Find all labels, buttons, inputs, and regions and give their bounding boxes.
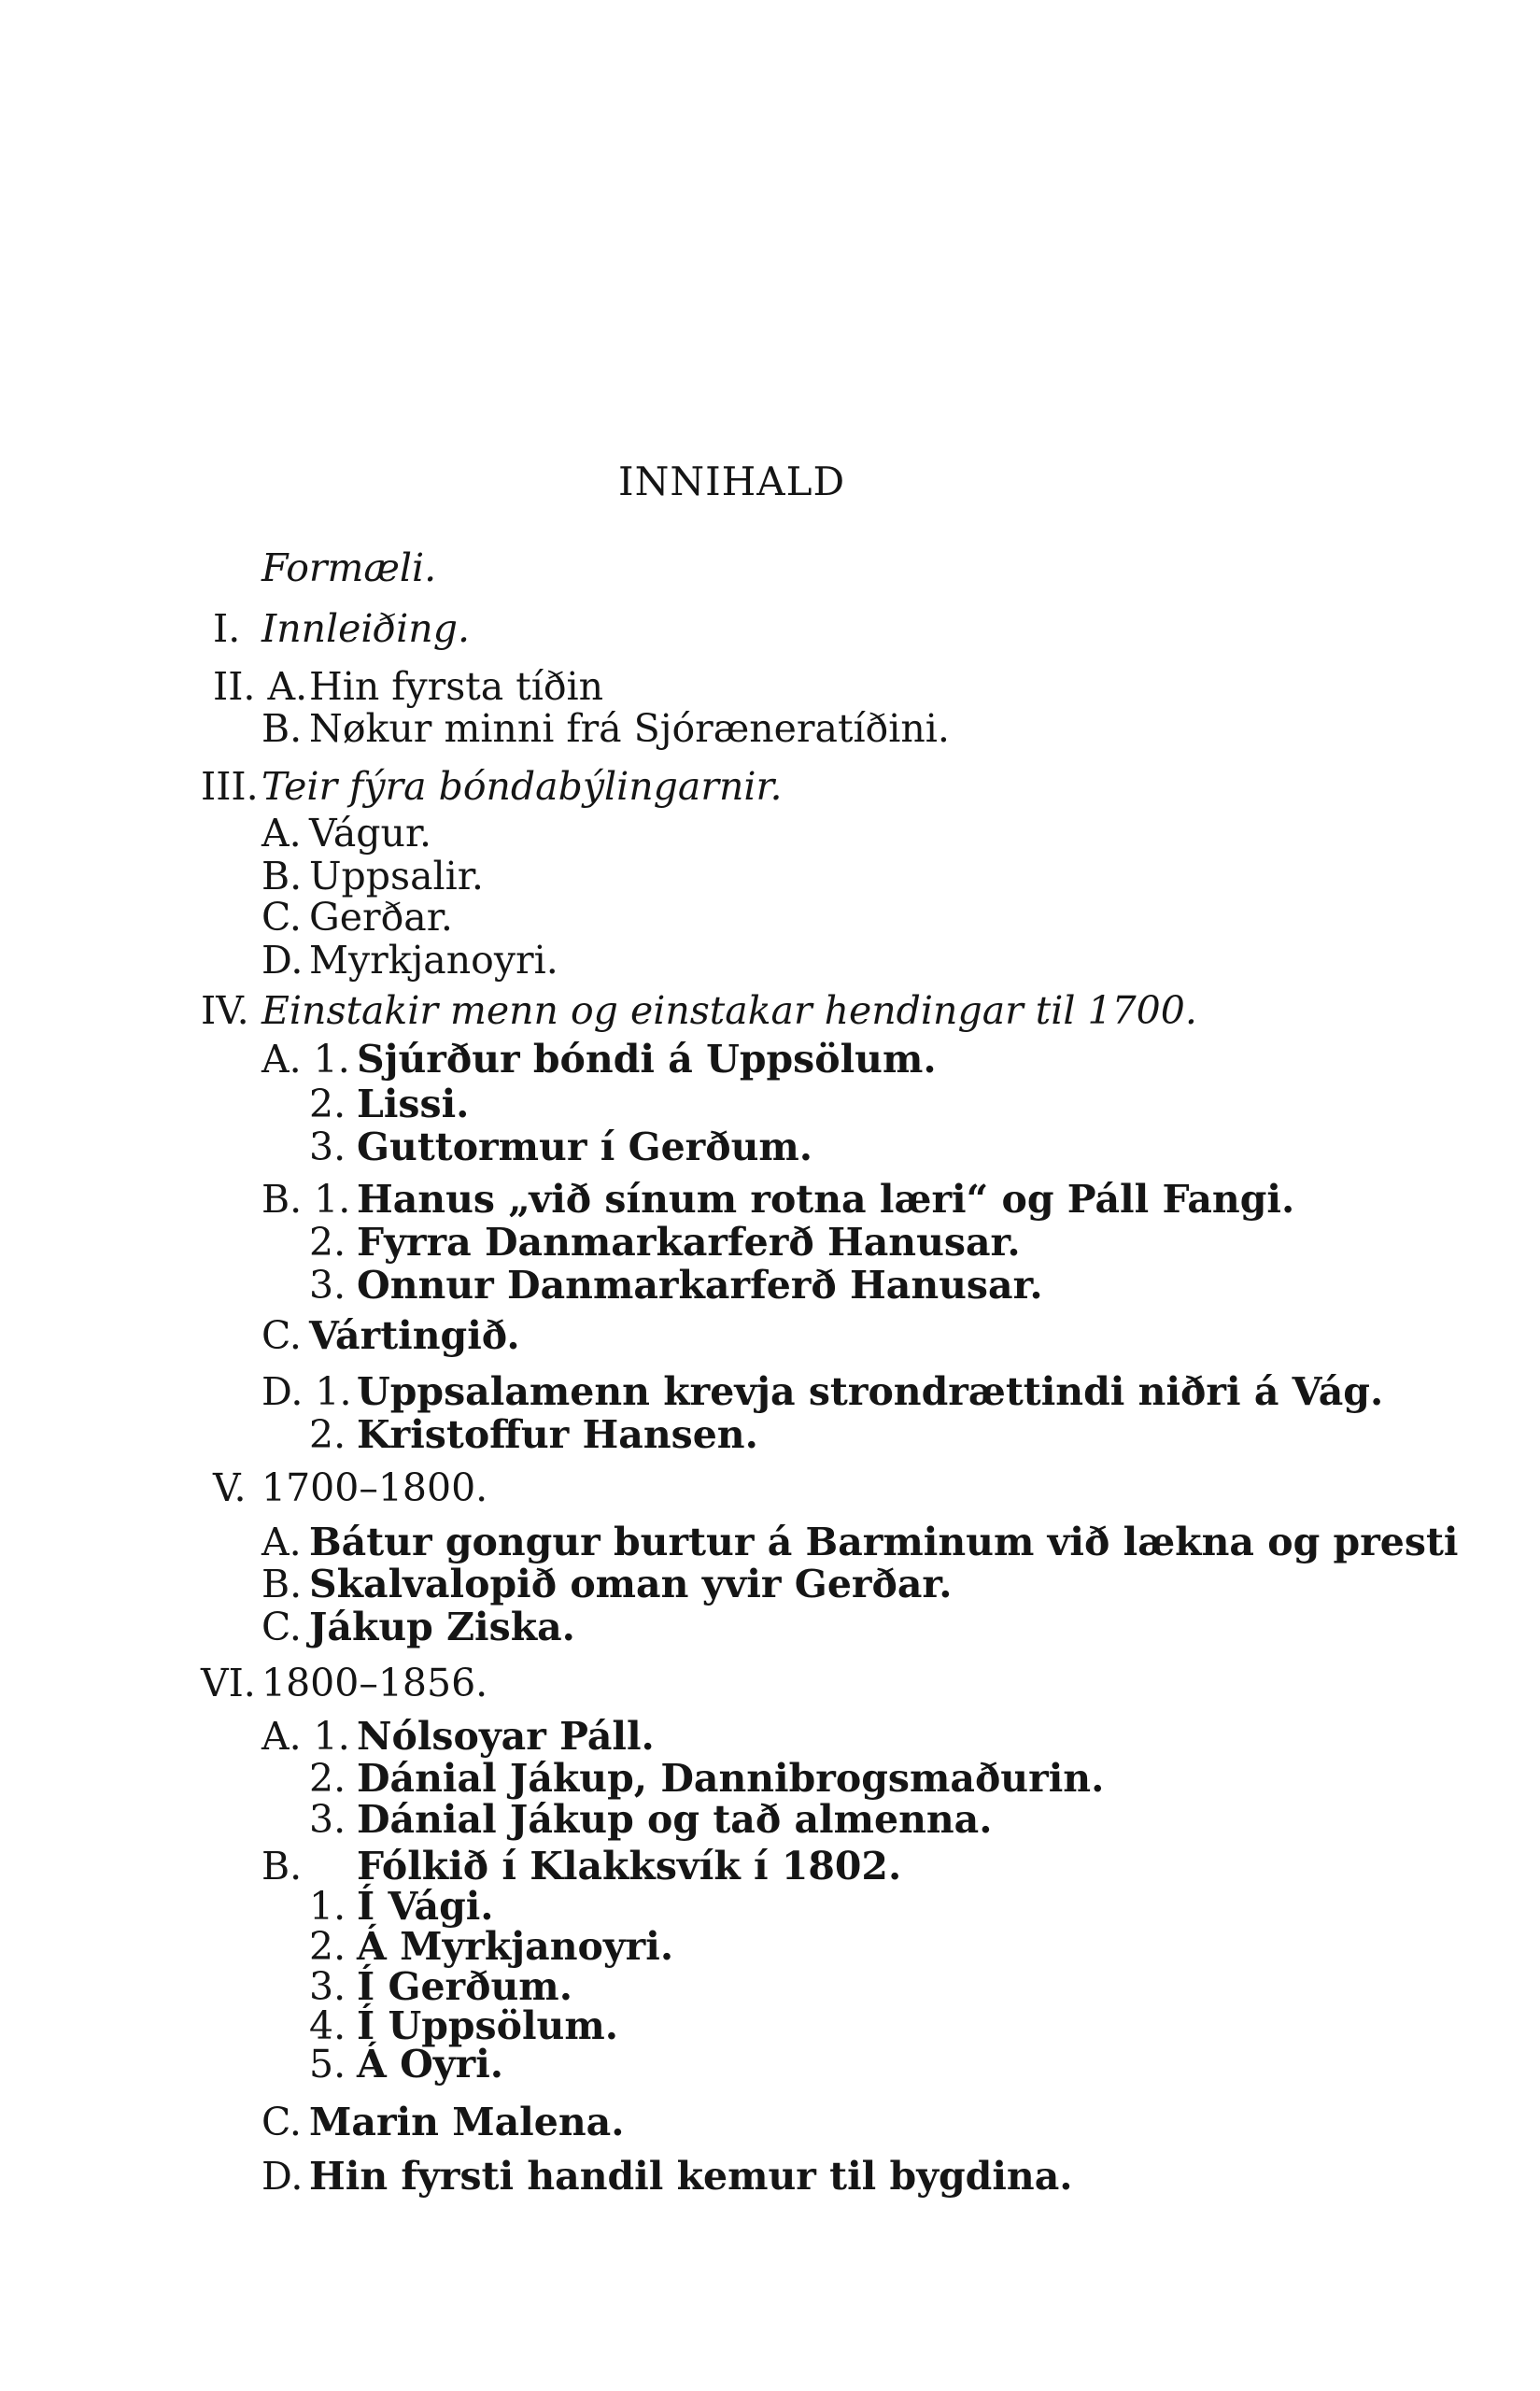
toc-entry-III-A: Vágur. bbox=[309, 811, 432, 856]
toc-entry-I: Innleiðing. bbox=[261, 606, 470, 651]
toc-number-II-A: II. A. bbox=[213, 664, 308, 709]
toc-number-V-C: C. bbox=[261, 1605, 302, 1649]
toc-number-VI-C: C. bbox=[261, 2100, 302, 2144]
toc-number-II-B: B. bbox=[261, 706, 303, 751]
toc-number-VI-A1: A. 1. bbox=[261, 1714, 350, 1759]
toc-entry-VI-A1: Nólsoyar Páll. bbox=[357, 1714, 655, 1759]
toc-entry-IV-A2: Lissi. bbox=[357, 1082, 470, 1126]
toc-entry-II-A: Hin fyrsta tíðin bbox=[309, 664, 604, 709]
toc-number-I: I. bbox=[213, 606, 241, 651]
toc-entry-IV-B3: Onnur Danmarkarferð Hanusar. bbox=[357, 1263, 1043, 1308]
toc-number-VI-D: D. bbox=[261, 2154, 304, 2199]
toc-entry-VI-B: Fólkið í Klakksvík í 1802. bbox=[357, 1844, 902, 1889]
toc-number-IV-A3: 3. bbox=[309, 1125, 346, 1169]
toc-number-III-D: D. bbox=[261, 938, 304, 983]
toc-number-IV-D2: 2. bbox=[309, 1412, 346, 1457]
toc-entry-III-C: Gerðar. bbox=[309, 895, 453, 940]
toc-entry-formaeli: Formæli. bbox=[261, 545, 437, 590]
toc-entry-VI-B5: Á Oyri. bbox=[357, 2042, 504, 2087]
toc-number-VI-B1: 1. bbox=[309, 1884, 346, 1929]
toc-number-III-C: C. bbox=[261, 895, 302, 940]
toc-entry-V-B: Skalvalopið oman yvir Gerðar. bbox=[309, 1562, 953, 1606]
toc-entry-V-C: Jákup Ziska. bbox=[309, 1605, 575, 1649]
toc-entry-III: Teir fýra bóndabýlingarnir. bbox=[261, 764, 783, 809]
toc-number-V-B: B. bbox=[261, 1562, 303, 1606]
toc-entry-VI-A3: Dánial Jákup og tað almenna. bbox=[357, 1797, 993, 1842]
toc-entry-III-D: Myrkjanoyri. bbox=[309, 938, 558, 983]
toc-entry-VI-C: Marin Malena. bbox=[309, 2100, 625, 2144]
toc-number-IV-B2: 2. bbox=[309, 1220, 346, 1265]
toc-number-III: III. bbox=[201, 764, 259, 809]
toc-entry-V: 1700–1800. bbox=[261, 1465, 488, 1510]
toc-number-VI-B5: 5. bbox=[309, 2042, 346, 2087]
toc-entry-III-B: Uppsalir. bbox=[309, 854, 484, 898]
toc-entry-VI-B1: Í Vági. bbox=[357, 1884, 494, 1929]
page-title: INNIHALD bbox=[618, 459, 846, 504]
toc-entry-VI-A2: Dánial Jákup, Dannibrogsmaðurin. bbox=[357, 1756, 1105, 1801]
toc-number-V-A: A. bbox=[261, 1520, 302, 1564]
toc-entry-IV-D2: Kristoffur Hansen. bbox=[357, 1412, 758, 1457]
toc-number-VI-B4: 4. bbox=[309, 2003, 346, 2048]
toc-entry-IV-C: Vártingið. bbox=[309, 1313, 520, 1358]
toc-entry-IV-D1: Uppsalamenn krevja strondrættindi niðri á Vág. bbox=[357, 1369, 1384, 1414]
toc-number-IV-B1: B. 1. bbox=[261, 1177, 351, 1222]
toc-number-IV-A2: 2. bbox=[309, 1082, 346, 1126]
toc-number-VI-A3: 3. bbox=[309, 1797, 346, 1842]
toc-entry-V-A: Bátur gongur burtur á Barminum við lækna og presti bbox=[309, 1520, 1459, 1564]
toc-number-IV: IV. bbox=[201, 988, 249, 1033]
toc-number-IV-C: C. bbox=[261, 1313, 302, 1358]
toc-number-IV-B3: 3. bbox=[309, 1263, 346, 1308]
toc-entry-IV-B1: Hanus „við sínum rotna læri“ og Páll Fangi. bbox=[357, 1177, 1295, 1222]
toc-entry-VI-D: Hin fyrsti handil kemur til bygdina. bbox=[309, 2154, 1073, 2199]
toc-entry-VI-B2: Á Myrkjanoyri. bbox=[357, 1924, 674, 1969]
toc-number-VI-A2: 2. bbox=[309, 1756, 346, 1801]
toc-number-VI-B3: 3. bbox=[309, 1964, 346, 2009]
toc-entry-IV-B2: Fyrra Danmarkarferð Hanusar. bbox=[357, 1220, 1021, 1265]
toc-entry-VI-B4: Í Uppsölum. bbox=[357, 2003, 619, 2048]
toc-entry-IV-A1: Sjúrður bóndi á Uppsölum. bbox=[357, 1037, 937, 1082]
toc-entry-IV-A3: Guttormur í Gerðum. bbox=[357, 1125, 813, 1169]
toc-number-IV-A1: A. 1. bbox=[261, 1037, 350, 1082]
toc-number-V: V. bbox=[213, 1465, 247, 1510]
toc-number-VI-B2: 2. bbox=[309, 1924, 346, 1969]
toc-number-III-A: A. bbox=[261, 811, 302, 856]
toc-number-VI: VI. bbox=[201, 1661, 256, 1705]
toc-entry-II-B: Nøkur minni frá Sjóræneratíðini. bbox=[309, 706, 950, 751]
toc-entry-IV: Einstakir menn og einstakar hendingar til 1700. bbox=[261, 988, 1197, 1033]
toc-entry-VI-B3: Í Gerðum. bbox=[357, 1964, 572, 2009]
toc-number-VI-B: B. bbox=[261, 1844, 303, 1889]
toc-number-III-B: B. bbox=[261, 854, 303, 898]
toc-entry-VI: 1800–1856. bbox=[261, 1661, 488, 1705]
toc-number-IV-D1: D. 1. bbox=[261, 1369, 352, 1414]
